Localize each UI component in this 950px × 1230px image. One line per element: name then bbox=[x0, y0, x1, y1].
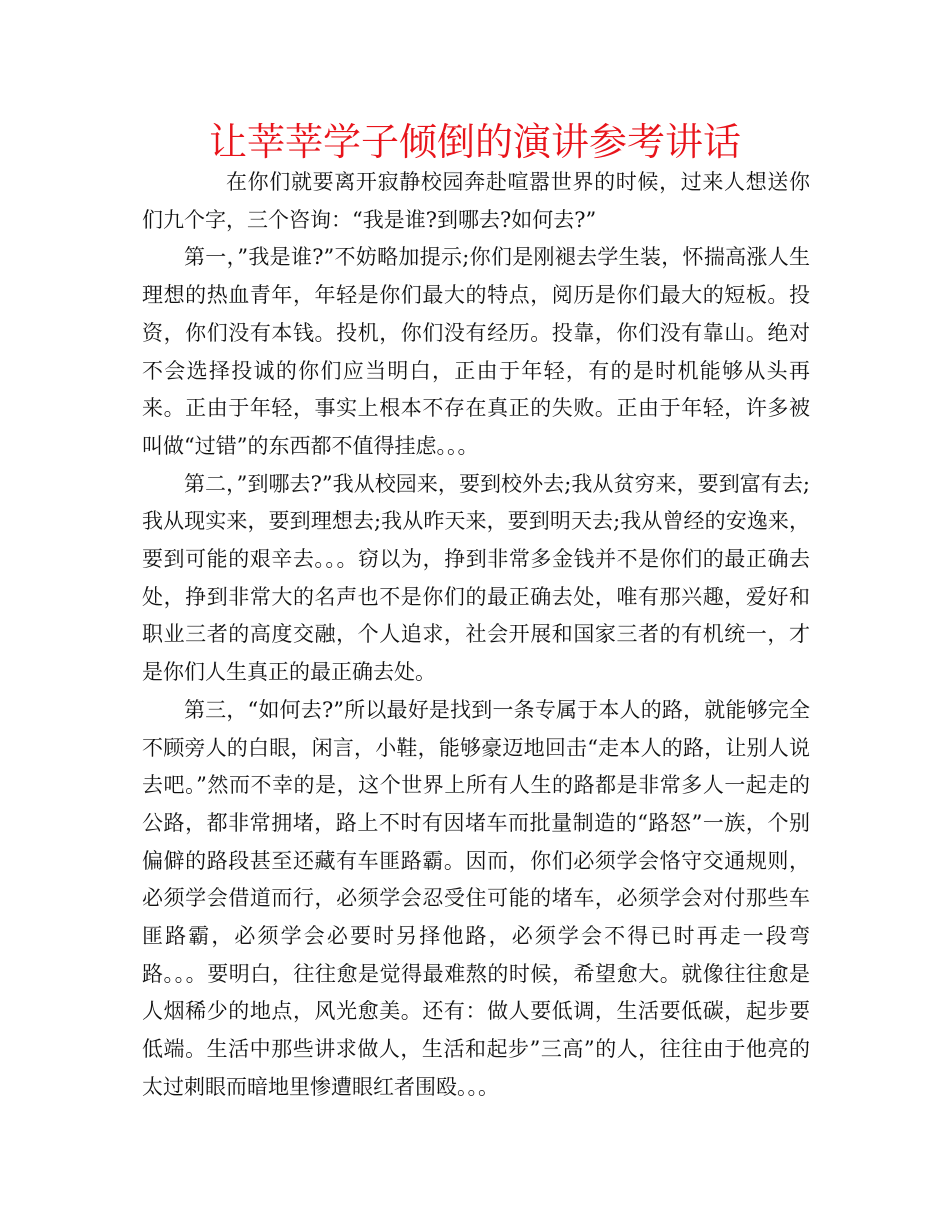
paragraph-second-question: 第二，”到哪去?”我从校园来，要到校外去;我从贫穷来，要到富有去;我从现实来，要到理想去;我从昨天来，要到明天去;我从曾经的安逸来，要到可能的艰辛去。。。窃以为，挣到非常多金钱并不是你们的最正确去处，挣到非常大的名声也不是你们的最正确去处，唯有那兴趣，爱好和职业三者的高度交融，个人追求，社会开展和国家三者的有机统一，才是你们人生真正的最正确去处。 bbox=[142, 471, 810, 685]
paragraph-first-question: 第一，”我是谁?”不妨略加提示;你们是刚褪去学生装，怀揣高涨人生理想的热血青年，年轻是你们最大的特点，阅历是你们最大的短板。投资，你们没有本钱。投机，你们没有经历。投靠，你们没有靠山。绝对不会选择投诚的你们应当明白，正由于年轻，有的是时机能够从头再来。正由于年轻，事实上根本不存在真正的失败。正由于年轻，许多被叫做“过错”的东西都不值得挂虑。。。 bbox=[142, 245, 810, 458]
document-title: 让莘莘学子倾倒的演讲参考讲话 bbox=[208, 120, 741, 164]
paragraph-third-question: 第三，“如何去?”所以最好是找到一条专属于本人的路，就能够完全不顾旁人的白眼，闲言，小鞋，能够豪迈地回击“走本人的路，让别人说去吧。”然而不幸的是，这个世界上所有人生的路都是非常多人一起走的公路，都非常拥堵，路上不时有因堵车而批量制造的“路怒”一族，个别偏僻的路段甚至还藏有车匪路霸。因而，你们必须学会恪守交通规则，必须学会借道而行，必须学会忍受住可能的堵车，必须学会对付那些车匪路霸，必须学会必要时另择他路，必须学会不得已时再走一段弯路。。。要明白，往往愈是觉得最难熬的时候，希望愈大。就像往往愈是人烟稀少的地点，风光愈美。还有：做人要低调，生活要低碳，起步要低端。生活中那些讲求做人，生活和起步”三高”的人，往往由于他亮的太过刺眼而暗地里惨遭眼红者围殴。。。 bbox=[142, 697, 810, 1099]
paragraph-intro: 在你们就要离开寂静校园奔赴喧嚣世界的时候，过来人想送你们九个字，三个咨询：“我是谁?到哪去?如何去?” bbox=[142, 170, 810, 232]
document-body bbox=[142, 164, 810, 1107]
